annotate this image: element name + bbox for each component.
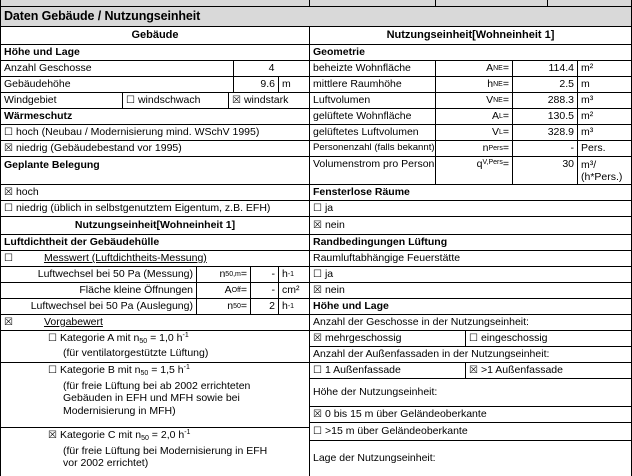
lw50-auslegung-unit-base: h xyxy=(282,299,288,312)
sym-eq: = xyxy=(502,141,509,154)
sym-sub: Pers xyxy=(488,144,503,152)
hoehe-15plus-option[interactable] xyxy=(309,422,632,441)
volumenstrom-unit xyxy=(577,156,632,185)
lw50-auslegung-symbol xyxy=(196,298,251,315)
mehrgeschossig-label: mehrgeschossig xyxy=(324,331,402,344)
sym-eq: = xyxy=(502,77,509,90)
kategorie-b-post: = 1,5 h xyxy=(148,363,184,376)
left-nutzungseinheit-banner: Nutzungseinheit[Wohneinheit 1] xyxy=(0,216,310,235)
volumenstrom-value[interactable]: 30 xyxy=(512,156,578,185)
geometrie-row-symbol xyxy=(435,60,513,77)
kategorie-c-sub: 50 xyxy=(141,434,149,442)
belegung-niedrig-checkbox[interactable]: ☐ xyxy=(4,202,13,214)
sym-eq: = xyxy=(502,93,509,106)
sym-eq: = xyxy=(502,125,509,138)
vorgabewert-label: Vorgabewert xyxy=(43,315,103,328)
kategorie-a-label xyxy=(60,332,189,345)
fensterlose-nein-checkbox[interactable]: ☒ xyxy=(313,219,322,231)
flaeche-symbol-eq: = xyxy=(240,283,247,296)
fensterlose-nein-label: nein xyxy=(324,218,345,231)
flaeche-oeffnungen-label: Fläche kleine Öffnungen xyxy=(0,282,197,299)
sym-base: h xyxy=(487,77,494,90)
sym-base: A xyxy=(486,61,494,74)
sym-base: A xyxy=(491,109,499,122)
geometrie-row-label: mittlere Raumhöhe xyxy=(309,76,436,93)
kategorie-b-note-line-1: (für freie Lüftung bei ab 2002 errichteten xyxy=(63,380,251,392)
flaeche-oeffnungen-unit: cm² xyxy=(278,282,310,299)
geometrie-row-symbol xyxy=(435,124,513,141)
kategorie-b-option[interactable] xyxy=(0,362,310,379)
lw50-auslegung-symbol-sub: 50 xyxy=(233,302,241,310)
volumenstrom-symbol xyxy=(435,156,513,185)
fassade-1-option[interactable] xyxy=(309,362,466,379)
lw50-auslegung-symbol-eq: = xyxy=(240,299,247,312)
flaeche-oeffnungen-symbol xyxy=(196,282,251,299)
eingeschossig-label: eingeschossig xyxy=(480,331,548,344)
fassade-mehr-label: >1 Außenfassade xyxy=(480,363,563,376)
volumenstrom-sym-eq: = xyxy=(502,158,509,170)
kategorie-c-note-line-1: (für freie Lüftung bei Modernisierung in EFH xyxy=(63,445,268,457)
kategorie-b-note-line-2: Gebäuden in EFH und MFH sowie bei xyxy=(63,392,240,405)
gebaeudehoehe-value[interactable]: 9.6 xyxy=(233,76,279,93)
belegung-hoch-label: hoch xyxy=(15,185,39,198)
sym-base: V xyxy=(486,93,494,106)
kategorie-b-note-line-3: Modernisierung in MFH) xyxy=(63,404,176,417)
kategorie-a-sub: 50 xyxy=(139,337,148,345)
kategorie-b-label xyxy=(60,364,190,377)
vorgabewert-option[interactable] xyxy=(0,314,310,331)
waermeschutz-niedrig-label: niedrig (Gebäudebestand vor 1995) xyxy=(15,141,182,154)
geometrie-row-symbol xyxy=(435,92,513,109)
kategorie-c-note-line-2: vor 2002 errichtet) xyxy=(63,457,149,470)
hoehe-15plus-checkbox[interactable]: ☐ xyxy=(313,425,322,437)
sym-eq: = xyxy=(502,61,509,74)
belegung-niedrig-option[interactable] xyxy=(0,200,310,217)
column-header-gebaeude: Gebäude xyxy=(0,26,310,45)
hoehe-0-15-checkbox[interactable]: ☒ xyxy=(313,408,322,420)
kategorie-c-post: = 2,0 h xyxy=(148,428,185,441)
kategorie-a-checkbox[interactable]: ☐ xyxy=(48,332,57,344)
sym-sub: L xyxy=(498,128,503,136)
lw50-messung-symbol-sub: 50,m xyxy=(225,270,241,278)
geometrie-row-label: Personenzahl (falls bekannt) xyxy=(309,140,436,157)
geometrie-row-label: gelüftete Wohnfläche xyxy=(309,108,436,125)
flaeche-symbol-sub: Off xyxy=(231,286,241,294)
geschosse-ne-label: Anzahl der Geschosse in der Nutzungseinheit: xyxy=(309,314,632,331)
lw50-messung-value[interactable]: - xyxy=(250,266,279,283)
windgebiet-windstark-label: windstark xyxy=(243,93,289,106)
lw50-messung-unit xyxy=(278,266,310,283)
volumenstrom-sym-sub: V,Pers xyxy=(482,159,503,166)
feuerstaette-ja-option[interactable] xyxy=(309,266,632,283)
geometrie-row-unit: m² xyxy=(577,60,632,77)
messwert-option[interactable] xyxy=(0,250,310,267)
feuerstaette-nein-checkbox[interactable]: ☒ xyxy=(313,284,322,296)
column-header-nutzungseinheit: Nutzungseinheit[Wohneinheit 1] xyxy=(309,26,632,45)
left-section-belegung: Geplante Belegung xyxy=(0,156,310,185)
fensterlose-ja-label: ja xyxy=(324,201,334,214)
fensterlose-ja-checkbox[interactable]: ☐ xyxy=(313,202,322,214)
geometrie-row-unit: m³ xyxy=(577,124,632,141)
feuerstaette-ja-label: ja xyxy=(324,267,334,280)
fensterlose-ja-option[interactable] xyxy=(309,200,632,217)
belegung-hoch-checkbox[interactable]: ☒ xyxy=(4,186,13,198)
fassade-1-label: 1 Außenfassade xyxy=(324,363,401,376)
kategorie-a-note: (für ventilatorgestützte Lüftung) xyxy=(0,346,310,363)
lw50-auslegung-unit-sup: -1 xyxy=(287,302,295,310)
mehrgeschossig-checkbox[interactable]: ☒ xyxy=(313,332,322,344)
flaeche-oeffnungen-value[interactable]: - xyxy=(250,282,279,299)
kategorie-b-checkbox[interactable]: ☐ xyxy=(48,364,57,376)
windgebiet-windschwach-label: windschwach xyxy=(137,93,201,106)
gebaeudehoehe-label: Gebäudehöhe xyxy=(0,76,234,93)
fensterlose-nein-option[interactable] xyxy=(309,216,632,235)
anzahl-geschosse-label: Anzahl Geschosse xyxy=(0,60,234,77)
flaeche-symbol-base: A xyxy=(224,283,232,296)
lw50-auslegung-value[interactable]: 2 xyxy=(250,298,279,315)
waermeschutz-niedrig-checkbox[interactable]: ☒ xyxy=(4,142,13,154)
geometrie-row-symbol xyxy=(435,140,513,157)
eingeschossig-checkbox[interactable]: ☐ xyxy=(469,332,478,344)
kategorie-c-sup: -1 xyxy=(184,428,191,436)
hoehe-15plus-label: >15 m über Geländeoberkante xyxy=(324,424,468,437)
feuerstaette-ja-checkbox[interactable]: ☐ xyxy=(313,268,322,280)
right-section-hoehe-lage: Höhe und Lage xyxy=(309,298,632,315)
hoehe-0-15-label: 0 bis 15 m über Geländeoberkante xyxy=(324,407,487,420)
geometrie-row-value[interactable]: - xyxy=(512,140,578,157)
kategorie-a-option[interactable] xyxy=(0,330,310,347)
geometrie-row-unit: m xyxy=(577,76,632,93)
lage-ne-label: Lage der Nutzungseinheit: xyxy=(309,440,632,476)
waermeschutz-hoch-label: hoch (Neubau / Modernisierung mind. WSchV 1995) xyxy=(15,125,260,138)
kategorie-c-note xyxy=(0,443,310,476)
lw50-messung-symbol xyxy=(196,266,251,283)
geometrie-row-value[interactable]: 114.4 xyxy=(512,60,578,77)
feuerstaette-nein-label: nein xyxy=(324,283,345,296)
geometrie-row-label: Luftvolumen xyxy=(309,92,436,109)
lw50-messung-label: Luftwechsel bei 50 Pa (Messung) xyxy=(0,266,197,283)
kategorie-c-option[interactable] xyxy=(0,427,310,444)
sym-sub: L xyxy=(498,112,503,120)
left-section-luftdichtheit: Luftdichtheit der Gebäudehülle xyxy=(0,234,310,251)
fassade-1-checkbox[interactable]: ☐ xyxy=(313,364,322,376)
windgebiet-windstark-checkbox[interactable]: ☒ xyxy=(232,94,241,106)
kategorie-c-label xyxy=(60,429,190,442)
messwert-checkbox[interactable]: ☐ xyxy=(4,252,13,264)
left-section-hoehe-lage: Höhe und Lage xyxy=(0,44,310,61)
sym-sub: NE xyxy=(493,96,503,104)
kategorie-b-pre: Kategorie B mit n xyxy=(59,363,141,376)
volumenstrom-unit-line-1: m³/ xyxy=(581,159,597,171)
volumenstrom-unit-line-2: (h*Pers.) xyxy=(581,171,623,184)
fassade-mehr-option[interactable] xyxy=(465,362,632,379)
waermeschutz-niedrig-option[interactable] xyxy=(0,140,310,157)
sym-base: n xyxy=(482,141,489,154)
kategorie-b-note xyxy=(0,378,310,428)
kategorie-b-sup: -1 xyxy=(183,363,190,371)
messwert-label: Messwert (Luftdichtheits-Messung) xyxy=(43,251,207,264)
windgebiet-windschwach-option[interactable] xyxy=(122,92,229,109)
windgebiet-label: Windgebiet xyxy=(0,92,123,109)
volumenstrom-sym-base: q xyxy=(476,158,483,170)
kategorie-c-checkbox[interactable]: ☒ xyxy=(48,429,57,441)
right-section-randbedingungen: Randbedingungen Lüftung xyxy=(309,234,632,251)
geometrie-row-label: gelüftetes Luftvolumen xyxy=(309,124,436,141)
right-section-geometrie: Geometrie xyxy=(309,44,632,61)
lw50-messung-symbol-base: n xyxy=(219,267,226,280)
belegung-niedrig-label: niedrig (üblich in selbstgenutztem Eigentum, z.B. EFH) xyxy=(15,201,271,214)
aussenfassaden-label: Anzahl der Außenfassaden in der Nutzungseinheit: xyxy=(309,346,632,363)
mehrgeschossig-option[interactable] xyxy=(309,330,466,347)
kategorie-b-sub: 50 xyxy=(140,369,149,377)
lw50-auslegung-unit xyxy=(278,298,310,315)
right-section-fensterlose: Fensterlose Räume xyxy=(309,184,632,201)
geometrie-row-value[interactable]: 130.5 xyxy=(512,108,578,125)
kategorie-a-post: = 1,0 h xyxy=(147,331,183,344)
geometrie-row-unit: m³ xyxy=(577,92,632,109)
geometrie-row-unit: Pers. xyxy=(577,140,632,157)
feuerstaette-label: Raumluftabhängige Feuerstätte xyxy=(309,250,632,267)
waermeschutz-hoch-checkbox[interactable]: ☐ xyxy=(4,126,13,138)
left-section-waermeschutz: Wärmeschutz xyxy=(0,108,310,125)
kategorie-a-sup: -1 xyxy=(182,331,189,339)
page-title: Daten Gebäude / Nutzungseinheit xyxy=(0,6,632,27)
geometrie-row-unit: m² xyxy=(577,108,632,125)
sym-eq: = xyxy=(502,109,509,122)
volumenstrom-label: Volumenstrom pro Person xyxy=(309,156,436,185)
geometrie-row-symbol xyxy=(435,108,513,125)
lw50-messung-symbol-eq: = xyxy=(240,267,247,280)
geometrie-row-value[interactable]: 328.9 xyxy=(512,124,578,141)
anzahl-geschosse-value[interactable]: 4 xyxy=(233,60,310,77)
sym-sub: NE xyxy=(493,64,503,72)
windgebiet-windschwach-checkbox[interactable]: ☐ xyxy=(126,94,135,106)
feuerstaette-nein-option[interactable] xyxy=(309,282,632,299)
belegung-hoch-option[interactable] xyxy=(0,184,310,201)
kategorie-a-pre: Kategorie A mit n xyxy=(59,331,140,344)
windgebiet-windstark-option[interactable] xyxy=(228,92,310,109)
vorgabewert-checkbox[interactable]: ☒ xyxy=(4,316,13,328)
lw50-auslegung-label: Luftwechsel bei 50 Pa (Auslegung) xyxy=(0,298,197,315)
lw50-auslegung-symbol-base: n xyxy=(227,299,234,312)
geometrie-row-value[interactable]: 2.5 xyxy=(512,76,578,93)
lw50-messung-unit-sup: -1 xyxy=(287,270,295,278)
hoehe-0-15-option[interactable] xyxy=(309,406,632,423)
sym-sub: NE xyxy=(493,80,503,88)
geometrie-row-value[interactable]: 288.3 xyxy=(512,92,578,109)
lw50-messung-unit-base: h xyxy=(282,267,288,280)
gebaeudehoehe-unit: m xyxy=(278,76,310,93)
waermeschutz-hoch-option[interactable] xyxy=(0,124,310,141)
sym-base: V xyxy=(491,125,499,138)
eingeschossig-option[interactable] xyxy=(465,330,632,347)
geometrie-row-symbol xyxy=(435,76,513,93)
kategorie-c-pre: Kategorie C mit n xyxy=(59,428,142,441)
fassade-mehr-checkbox[interactable]: ☒ xyxy=(469,364,478,376)
hoehe-ne-label: Höhe der Nutzungseinheit: xyxy=(309,378,632,407)
geometrie-row-label: beheizte Wohnfläche xyxy=(309,60,436,77)
